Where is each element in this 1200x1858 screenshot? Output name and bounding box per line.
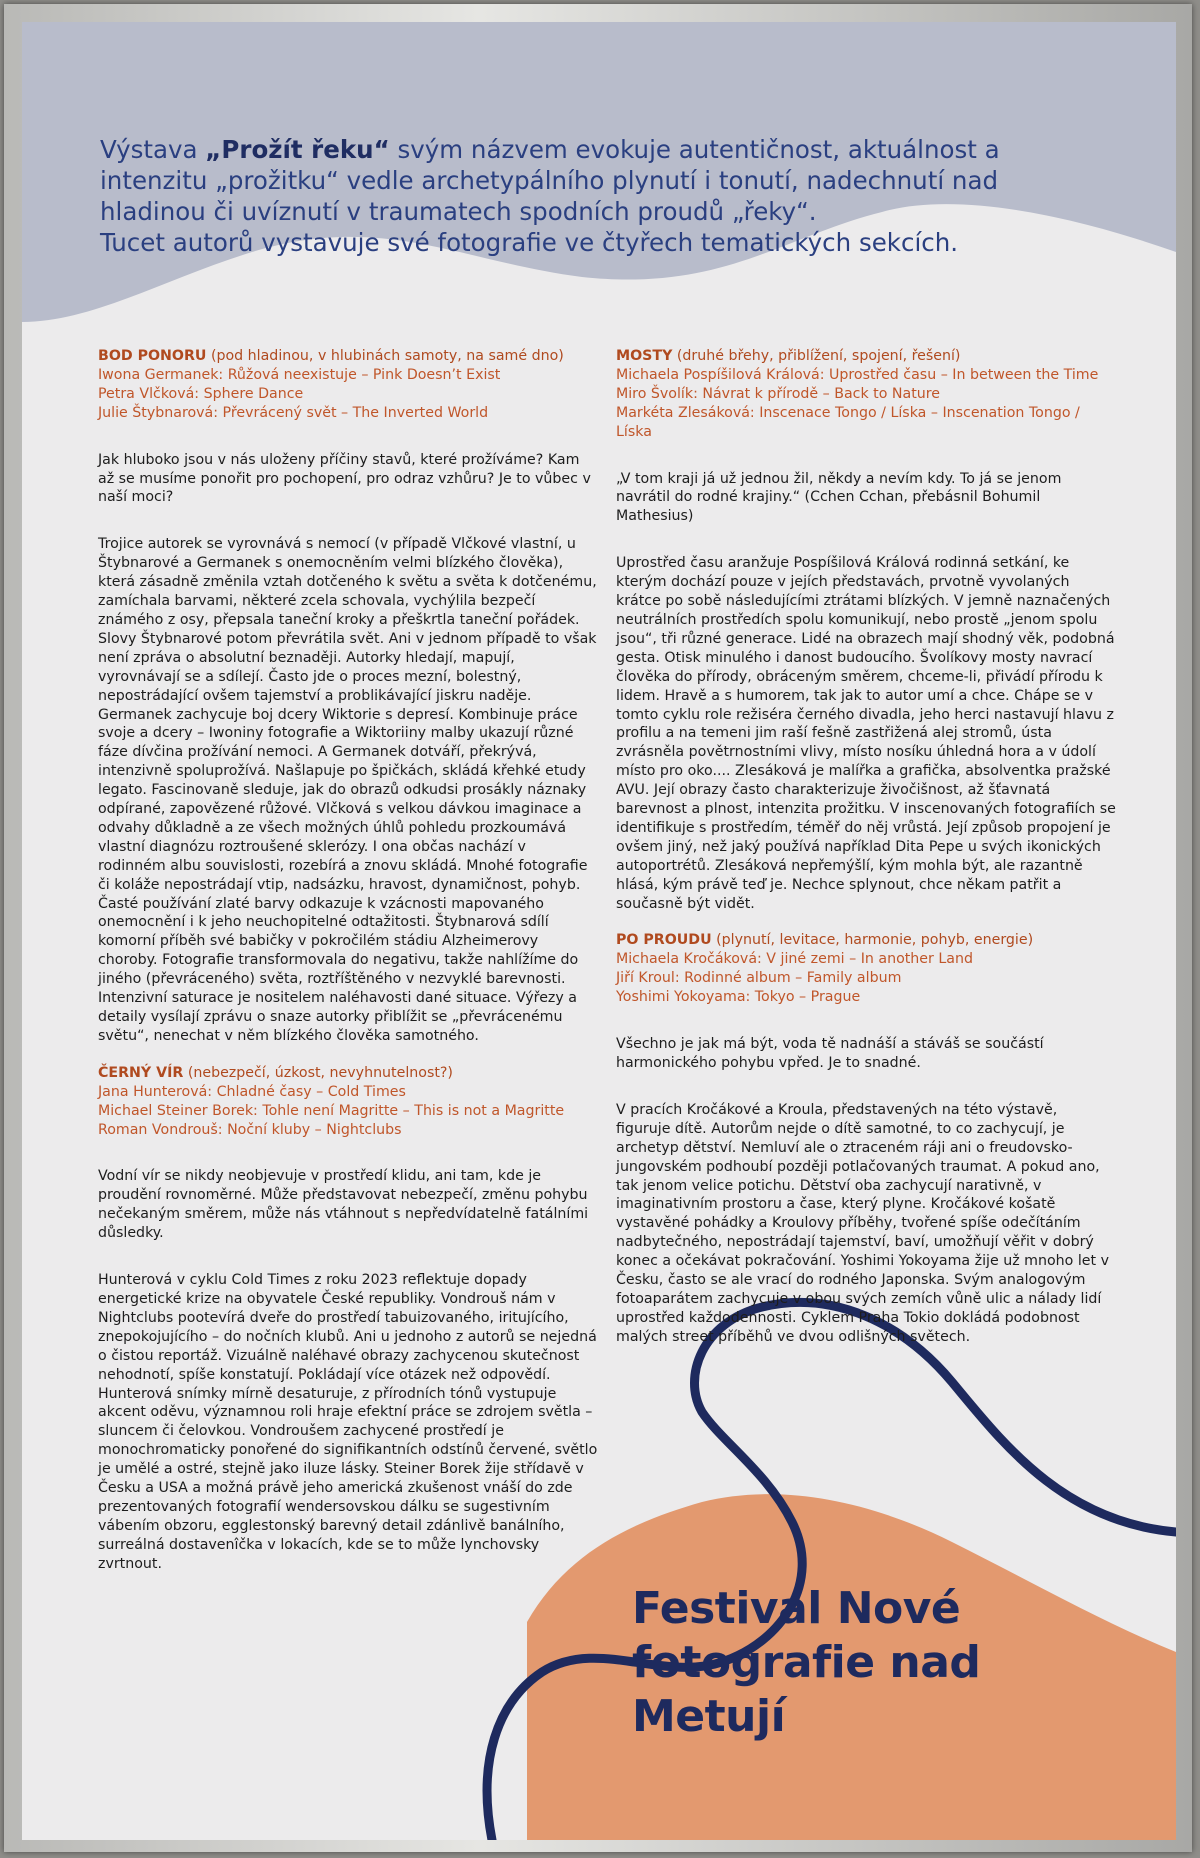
section-heading [616, 347, 1116, 366]
section-mosty [616, 347, 1116, 913]
section-body: Hunterová v cyklu Cold Times z roku 2023 reflektuje dopady energetické krize na obyvatele České republiky. Vondrouš nám v Nightclubs pootevírá dveře do prostředí tabuizovaného, iritujícího, znepokojujícího – do nočních klubů. Ani u jednoho z autorů se nejedná o čistou reportáž. Vizuálně naléhavé obrazy zachycenou skutečnost nehodnotí, spíše konstatují. Pokládají více otázek než odpovědí. Hunterová snímky mírně desaturuje, z přírodních tónů vystupuje akcent oděvu, významnou roli hraje efektní práce se zdrojem světla – sluncem či čelovkou. Vondroušem zachycené prostředí je monochromaticky ponořené do signifikantních odstínů červené, světlo je umělé a ostré, stejně jako iluze lásky. Steiner Borek žije střídavě v Česku a USA a možná právě jeho americká zkušenost vnáší do zde prezentovaných fotografií wendersovskou dálku se sugestivním vábením obzoru, egglestonský barevný detail zdánlivě banálního, surreálná dostavenîčka v lokacích, kde se to může lynchovsky zvrtnout. [98, 1272, 598, 1572]
exhibition-title: „Prožít řeku“ [205, 135, 390, 164]
exhibition-poster [22, 22, 1176, 1840]
work-item: Michael Steiner Borek: Tohle není Magritte – This is not a Magritte [98, 1102, 565, 1119]
section-subtitle: (pod hladinou, v hlubinách samoty, na samé dno) [206, 348, 564, 364]
section-subtitle: (druhé břehy, přiblížení, spojení, řešení) [672, 348, 961, 364]
section-name: MOSTY [616, 348, 673, 364]
festival-title: Festival Nové fotografie nad Metují [632, 1583, 981, 1742]
work-item: Julie Štybnarová: Převrácený svět – The Inverted World [98, 404, 489, 421]
section-body: Trojice autorek se vyrovnává s nemocí (v případě Vlčkové vlastní, u Štybnarové a Germanek s onemocněním velmi blízkého člověka), která zásadně změnila vztah dotčeného k světu a světa k dotčenému, zamíchala barvami, některé zcela schovala, vychýlila bezpečí známého z osy, přepsala taneční kroky a přeškrtla taneční pořádek. Slovy Štybnarové potom převrátila svět. Ani v jednom případě to však není zpráva o absolutní beznaději. Autorky hledají, mapují, vyrovnávají se a sdílejí. Často jde o proces mezní, bolestný, nepostrádající ovšem tajemství a problikávající jiskru naděje. Germanek zachycuje boj dcery Wiktorie s depresí. Kombinuje práce svoje a dcery – Iwoniny fotografie a Wiktoriiny malby ukazují různé fáze dívčina prožívání nemoci. A Germanek dotváří, překrývá, intenzivně spoluprožívá. Našlapuje po špičkách, skládá křehké etudy legato. Fascinovaně sleduje, jak do obrazů odkudsi prosákly náznaky odpírané, zapovězené růžové. Vlčková s velkou dávkou imaginace a odvahy důkladně a ze všech možných úhlů pohledu prozkoumává vlastní diagnózu roztroušené sklerózy. I ona občas nachází v rodinném albu souvislosti, rozebírá a znovu skládá. Mnohé fotografie či koláže nepostrádají vtip, nadsázku, hravost, dynamičnost, pohyb. Časté používání zlaté barvy odkazuje k vzácnosti mapovaného onemocnění i k jeho neuchopitelné odtažitosti. Štybnarová sdílí komorní příběh své babičky v pokročilém stádiu Alzheimerovy choroby. Fotografie transformovala do negativu, takže nahlížíme do jiného (převráceného) světa, roztříštěného v nezvyklé barevnosti. Intenzivní saturace je nositelem naléhavosti dané situace. Výřezy a detaily vysílají zprávu o snaze autorky přiblížit se „převrácenému světu“, nenechat v něm blízkého člověka samotného. [98, 536, 597, 1044]
section-question: Jak hluboko jsou v nás uloženy příčiny stavů, které prožíváme? Kam až se musíme ponořit pro pochopení, pro odraz vzhůru? Je to vůbec v naší moci? [98, 451, 591, 506]
section-heading [98, 1064, 598, 1083]
section-heading [616, 931, 1116, 950]
work-item: Markéta Zlesáková: Inscenace Tongo / Líska – Inscenation Tongo / Líska [616, 404, 1080, 440]
section-subtitle: (nebezpečí, úzkost, nevyhnutelnost?) [183, 1064, 453, 1081]
left-column [98, 347, 598, 1574]
work-item: Yoshimi Yokoyama: Tokyo – Prague [616, 989, 861, 1006]
section-name: BOD PONORU [98, 348, 207, 364]
intro-paragraph-1 [100, 134, 1100, 227]
right-column [616, 347, 1116, 1347]
section-body: V pracích Kročákové a Kroula, představených na této výstavě, figuruje dítě. Autorům nejde o dítě samotné, to co zachycují, je archetyp dětství. Nemluví ale o ztraceném ráji ani o freudovsko-jungovském podhoubí později potlačovaných traumat. A pokud ano, tak jenom velice potichu. Dětství oba zachycují narativně, v imaginativním prostoru a čase, který plyne. Kročákové košatě vystavěné pohádky a Kroulovy příběhy, tvořené spíše odečítáním nadbytečného, nepostrádají tajemství, baví, umožňují věřit v dobrý konec a očekávat pokračování. Yoshimi Yokoyama žije už mnoho let v Česku, často se ale vrací do rodného Japonska. Svým analogovým fotoaparátem zachycuje v obou svých zemích vůně ulic a nálady lidí uprostřed každodennosti. Cyklem Praha Tokio dokládá podobnost malých street příběhů ve dvou odlišných světech. [616, 1101, 1109, 1345]
section-po-proudu [616, 931, 1116, 1346]
poster-frame [4, 4, 1192, 1852]
work-item: Roman Vondrouš: Noční kluby – Nightclubs [98, 1121, 402, 1138]
section-intro-paragraph: Vodní vír se nikdy neobjevuje v prostředí klidu, ani tam, kde je proudění rovnoměrné. Může představovat nebezpečí, změnu pohybu nečekaným směrem, může nás vtáhnout s nepředvídatelně fatálními důsledky. [98, 1168, 589, 1242]
work-item: Michaela Kročáková: V jiné zemi – In another Land [616, 951, 973, 968]
section-subtitle: (plynutí, levitace, harmonie, pohyb, energie) [711, 932, 1034, 949]
intro-text-start: Výstava [100, 135, 206, 164]
work-item: Miro Švolík: Návrat k přírodě – Back to Nature [616, 385, 941, 402]
section-bod-ponoru [98, 347, 598, 1046]
section-quote: „V tom kraji já už jednou žil, někdy a nevím kdy. To já se jenom navrátil do rodné krajiny.“ (Cchen Cchan, přebásnil Bohumil Mathesius) [616, 470, 1062, 525]
intro-text-rest: svým názvem evokuje autentičnost, aktuálnost a intenzitu „prožitku“ vedle archetypálního plynutí i tonutí, nadechnutí nad hladinou či uvíznutí v traumatech spodních proudů „řeky“. [100, 135, 1000, 226]
section-name: ČERNÝ VÍR [98, 1064, 184, 1081]
work-item: Jiří Kroul: Rodinné album – Family album [616, 970, 902, 987]
section-cerny-vir [98, 1064, 598, 1574]
section-name: PO PROUDU [616, 932, 712, 949]
section-heading [98, 347, 598, 366]
intro-paragraph-2: Tucet autorů vystavuje své fotografie ve čtyřech tematických sekcích. [100, 228, 959, 257]
section-body: Uprostřed času aranžuje Pospíšilová Králová rodinná setkání, ke kterým dochází pouze v jejích představách, prvotně vyvolaných krátce po sobě následujícími ztrátami blízkých. V jemně naznačených neutrálních prostředích spolu komunikují, nebo prostě „jenom spolu jsou“, tři různé generace. Lidé na obrazech mají shodný věk, podobná gesta. Otisk minulého i danost budoucího. Švolíkovy mosty navrací člověka do přírody, obráceným směrem, chceme-li, přivádí přírodu k lidem. Hravě a s humorem, tak jak to autor umí a chce. Chápe se v tomto cyklu role režiséra černého divadla, jeho herci nastavují hlavu z profilu a na temeni jim raší fešně zastřižená alej stromů, ústa zvrásněla povětrnostními vlivy, místo nosíku úhledná hora a v údolí místo pro oko.... Zlesáková je malířka a grafička, absolventka pražské AVU. Její obrazy často charakterizuje živočišnost, až šťavnatá barevnost a plnost, intenzita prožitku. V inscenovaných fotografiích se identifikuje s prostředím, téměř do něj vrůstá. Její způsob propojení je ovšem jiný, než jaký používá například Dita Pepe u svých ikonických autoportrétů. Zlesáková nepřemýšlí, kým mohla být, ale razantně hlásá, kým právě teď je. Nechce splynout, chce někam patřit a současně být vidět. [616, 555, 1116, 912]
work-item: Iwona Germanek: Růžová neexistuje – Pink Doesn’t Exist [98, 366, 501, 383]
work-item: Jana Hunterová: Chladné časy – Cold Times [98, 1083, 406, 1100]
work-item: Petra Vlčková: Sphere Dance [98, 385, 304, 402]
work-item: Michaela Pospíšilová Králová: Uprostřed času – In between the Time [616, 366, 1099, 383]
section-intro-paragraph: Všechno je jak má být, voda tě nadnáší a stáváš se součástí harmonického pohybu vpřed. Je to snadné. [616, 1036, 1044, 1071]
intro-text [100, 134, 1100, 258]
